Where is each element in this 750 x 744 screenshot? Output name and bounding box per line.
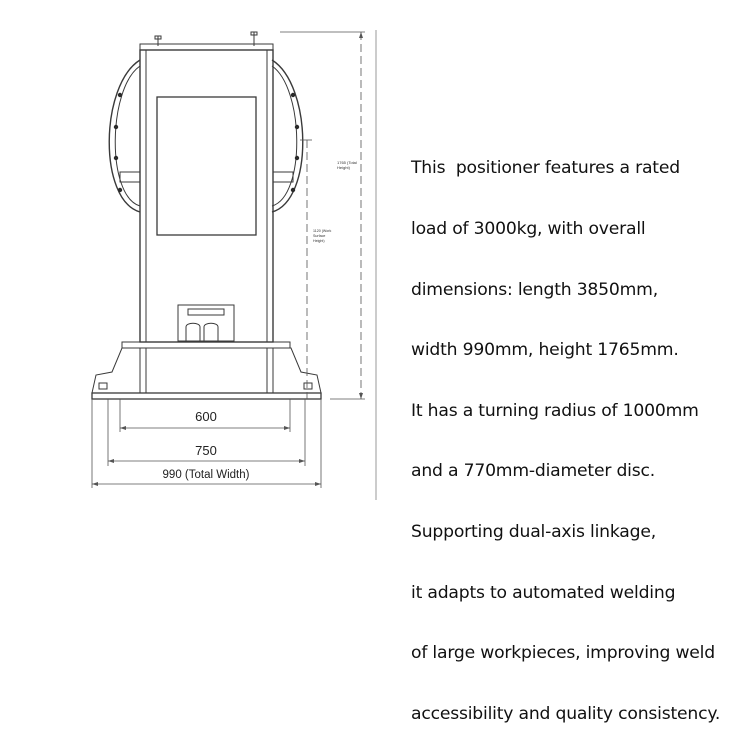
- disc-left-arc: [109, 60, 140, 212]
- description-line: load of 3000kg, with overall: [411, 219, 646, 240]
- dim-600-label: 600: [195, 409, 217, 424]
- lower-housing: [140, 348, 273, 393]
- product-description: [411, 118, 747, 744]
- description-line: width 990mm, height 1765mm.: [411, 340, 679, 361]
- description-line: accessibility and quality consistency.: [411, 703, 721, 724]
- right-foot: [273, 348, 321, 393]
- dim-750-label: 750: [195, 443, 217, 458]
- surface-label-line2: Surface: [313, 234, 326, 238]
- surface-label-line1: 1120 (Work: [313, 229, 332, 233]
- disc-right-arc: [272, 60, 303, 212]
- description-line: of large workpieces, improving weld: [411, 643, 715, 664]
- dim-990-label: 990 (Total Width): [162, 469, 250, 481]
- column-top-cap: [140, 44, 273, 50]
- height-label-line1: 1765 (Total: [337, 160, 357, 165]
- positioner-technical-drawing: [0, 0, 380, 525]
- surface-label-line3: Height): [313, 239, 325, 243]
- description-line: dimensions: length 3850mm,: [411, 279, 658, 300]
- description-line: Supporting dual-axis linkage,: [411, 522, 656, 543]
- access-panel: [157, 97, 256, 235]
- height-label-line2: Height): [337, 165, 350, 170]
- base-bottom: [92, 393, 321, 399]
- main-column: [140, 50, 273, 342]
- description-line: it adapts to automated welding: [411, 582, 676, 603]
- description-line: and a 770mm-diameter disc.: [411, 461, 656, 482]
- description-line: It has a turning radius of 1000mm: [411, 400, 699, 421]
- description-line: This positioner features a rated: [411, 158, 680, 179]
- base-plate: [122, 342, 290, 348]
